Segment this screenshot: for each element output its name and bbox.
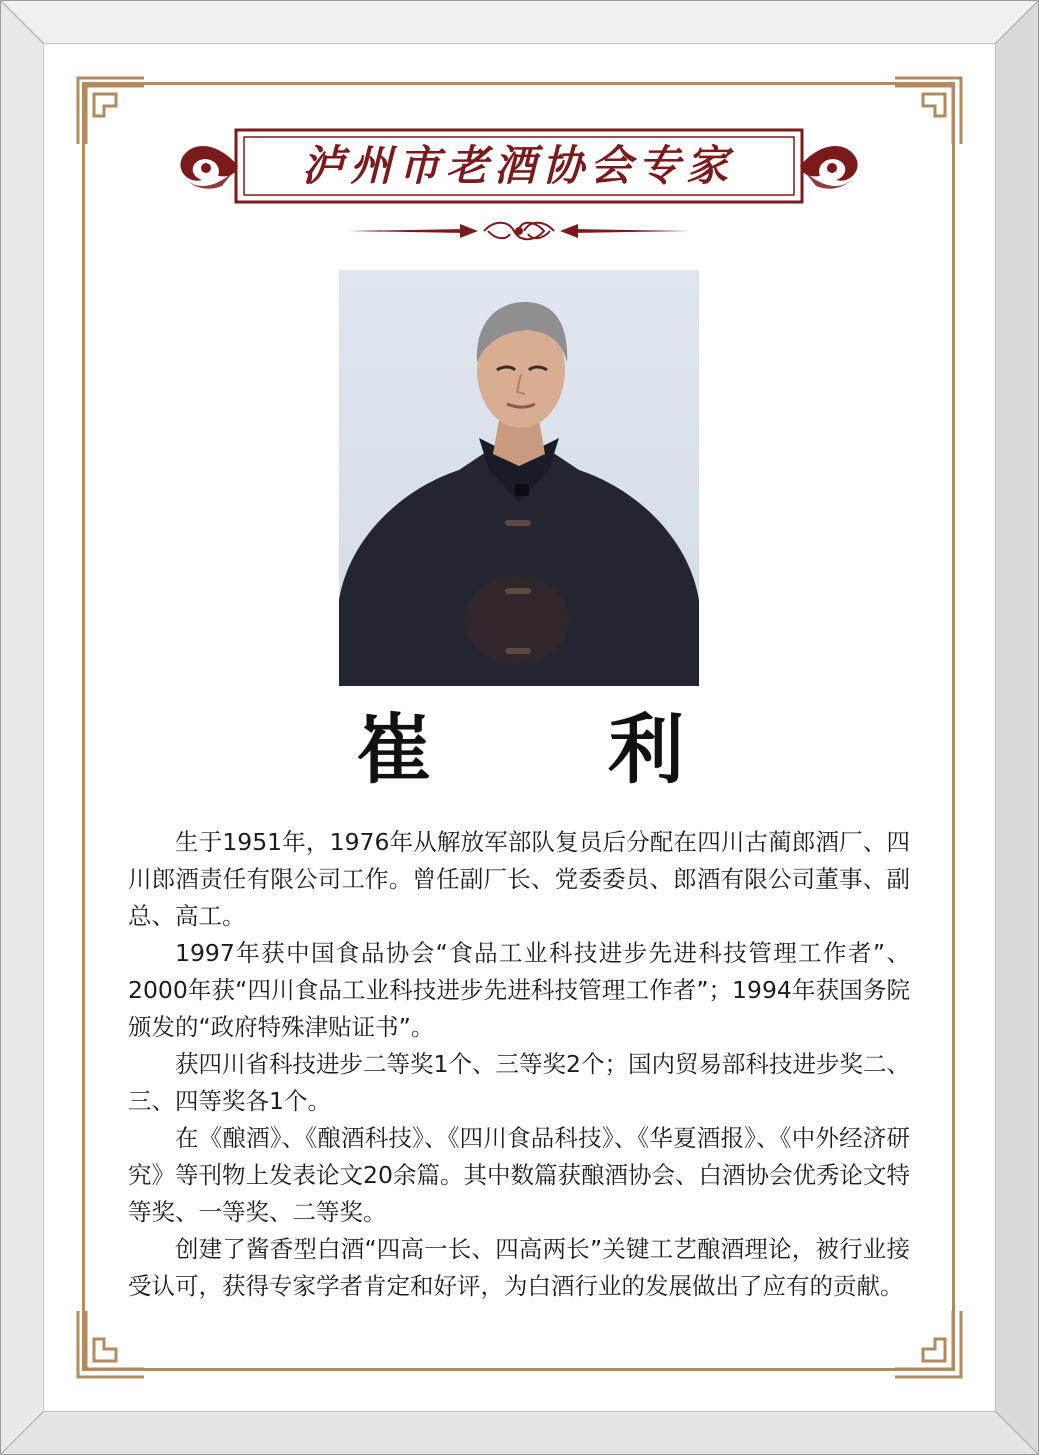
divider-ornament [348,218,690,244]
corner-ornament-bottom-left [76,1309,146,1379]
bio-paragraph: 获四川省科技进步二等奖1个、三等奖2个；国内贸易部科技进步奖二、三、四等奖各1个。 [128,1050,910,1115]
bio-paragraph: 生于1951年，1976年从解放军部队复员后分配在四川古蔺郎酒厂、四川郎酒责任有限公司工作。曾任副厂长、党委委员、郎酒有限公司董事、副总、高工。 [128,828,910,930]
bio-paragraph: 在《酿酒》、《酿酒科技》、《四川食品科技》、《华夏酒报》、《中外经济研究》等刊物上发表论文20余篇。其中数篇获酿酒协会、白酒协会优秀论文特等奖、一等奖、二等奖。 [128,1124,910,1226]
corner-ornament-top-left [76,76,146,146]
corner-ornament-top-right [893,76,963,146]
page-title: 泸州市老酒协会专家 [301,141,734,190]
bio-paragraph: 1997年获中国食品协会“食品工业科技进步先进科技管理工作者”、2000年获“四川食品工业科技进步先进科技管理工作者”；1994年获国务院颁发的“政府特殊津贴证书”。 [128,939,910,1041]
portrait-photo [339,270,699,686]
corner-ornament-bottom-right [893,1309,963,1379]
bio-paragraph: 创建了酱香型白酒“四高一长、四高两长”关键工艺酿酒理论，被行业接受认可，获得专家学者肯定和好评，为白酒行业的发展做出了应有的贡献。 [128,1235,910,1300]
biography [128,824,910,1305]
person-name: 崔 利 [356,705,734,794]
portrait-photo-icon [339,270,699,686]
